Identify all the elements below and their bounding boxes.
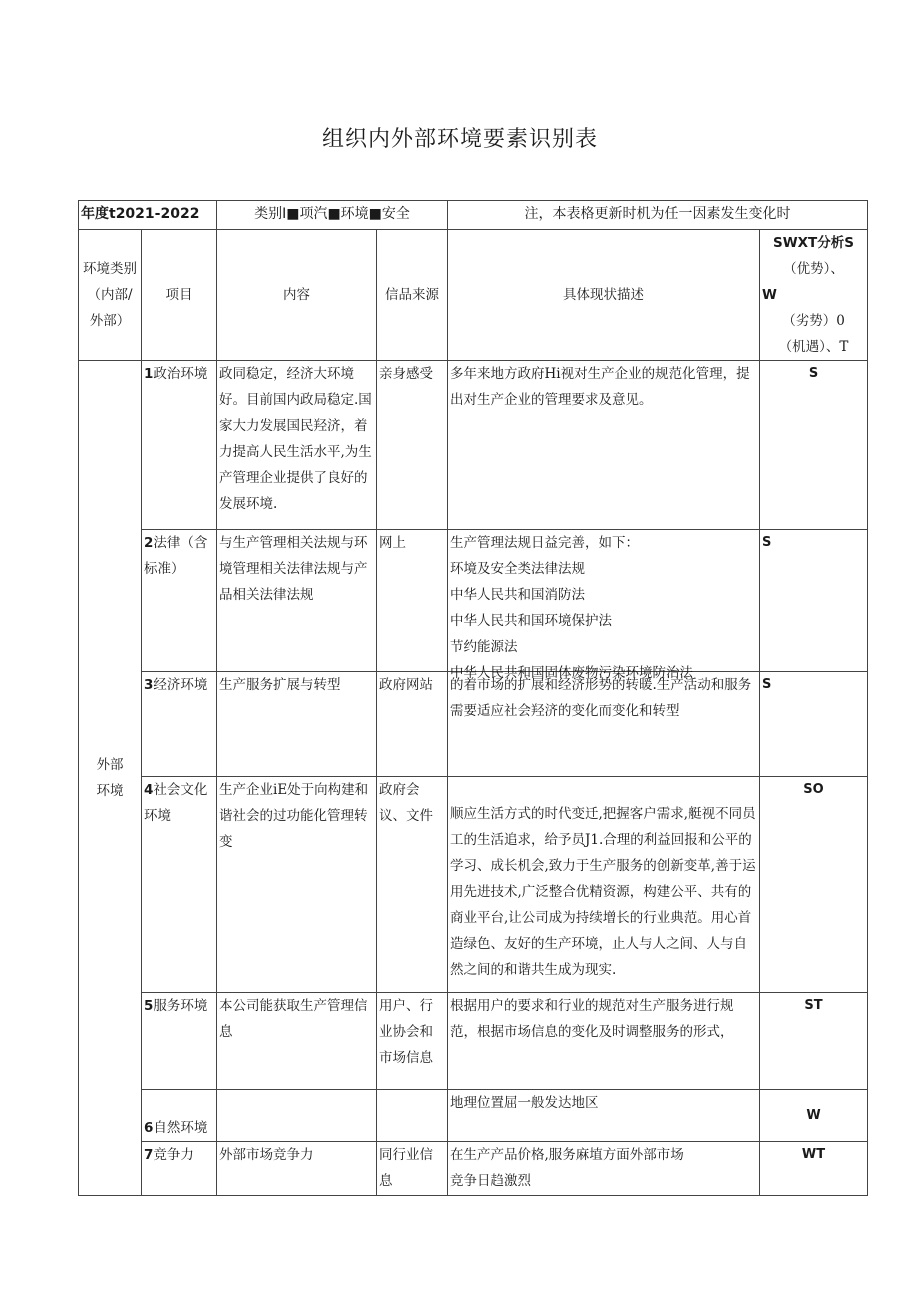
item-cell: 1政治环境 (142, 361, 217, 530)
description-line: 在生产产品价格,服务麻埴方面外部市场 (450, 1147, 684, 1163)
description-cell: 的着市场的扩展和经济形势的转暖.生产活动和服务需要适应社会羟济的变化而变化和转型 (448, 672, 760, 777)
description-cell (448, 530, 760, 681)
item-cell: 4社会文化环境 (142, 777, 217, 993)
content-cell: 政同稳定，经济大环境好。目前国内政局稳定.国家大力发展国民羟济，着力提高人民生活水平,为生产管理企业提供了良好的发展环境. (217, 361, 377, 530)
item-cell: 2法律（含标准） (142, 530, 217, 672)
law-line: 中华人民共和国环境保护法 (450, 613, 612, 629)
law-line: 环境及安全类法律法规 (450, 561, 585, 577)
update-note-cell: 注，本表格更新时机为任一因素发生变化时 (448, 201, 868, 230)
law-line: 中华人民共和国固体废物污染环境防治法 (450, 665, 693, 681)
swot-cell: SO (760, 777, 868, 993)
description-cell: 根据用户的要求和行业的规范对生产服务进行规范，根据市场信息的变化及时调整服务的形式， (448, 993, 760, 1090)
environment-factor-table (78, 200, 868, 1196)
content-cell: 本公司能获取生产管理信息 (217, 993, 377, 1090)
swot-cell: S (760, 672, 868, 777)
description-line: 竞争日趋激烈 (450, 1173, 531, 1189)
table-row (79, 993, 868, 1090)
col-swot (760, 230, 868, 361)
col-source: 信品来源 (377, 230, 448, 361)
source-cell (377, 1090, 448, 1142)
swot-cell: S (760, 530, 868, 672)
page-title: 组织内外部环境要素识别表 (321, 127, 598, 152)
content-cell (217, 1090, 377, 1142)
item-cell: 5服务环境 (142, 993, 217, 1090)
swot-cell: ST (760, 993, 868, 1090)
content-cell: 与生产管理相关法规与环境管理相关法律法规与产品相关法律法规 (217, 530, 377, 672)
swot-cell: WT (760, 1142, 868, 1196)
item-cell: 6自然环境 (142, 1090, 217, 1142)
swot-header-line: （劣势）0 (782, 313, 845, 329)
content-cell: 生产服务扩展与转型 (217, 672, 377, 777)
column-header-row (79, 230, 868, 361)
source-cell: 政府会议、文件 (377, 777, 448, 993)
table-row (79, 361, 868, 530)
category-cell: 类别I■项汽■环境■安全 (217, 201, 448, 230)
year-cell: 年度t2021-2022 (79, 201, 217, 230)
table-row (79, 777, 868, 993)
table-row (79, 1142, 868, 1196)
col-env-type: 环境类别（内部/外部） (79, 230, 142, 361)
content-cell: 生产企业iE处于向构建和谐社会的过功能化管理转变 (217, 777, 377, 993)
description-cell: 多年来地方政府Hi视对生产企业的规范化管理，提出对生产企业的管理要求及意见。 (448, 361, 760, 530)
table-row (79, 530, 868, 672)
swot-cell: S (760, 361, 868, 530)
content-cell: 外部市场竞争力 (217, 1142, 377, 1196)
swot-header-line: （优势）、 (783, 261, 844, 277)
swot-cell: W (760, 1090, 868, 1142)
swot-header-line: W (762, 287, 777, 303)
swot-header-line: SWXT分析S (773, 235, 854, 251)
source-cell: 亲身感受 (377, 361, 448, 530)
source-cell: 同行业信息 (377, 1142, 448, 1196)
source-cell: 政府网站 (377, 672, 448, 777)
swot-header-line: （机遇）、T (778, 339, 849, 355)
table-row (79, 672, 868, 777)
header-row (79, 201, 868, 230)
law-line: 节约能源法 (450, 639, 518, 655)
col-description: 具体现状描述 (448, 230, 760, 361)
col-item: 项目 (142, 230, 217, 361)
source-cell: 网上 (377, 530, 448, 672)
law-line: 生产管理法规日益完善，如下： (450, 535, 639, 551)
group-label-external: 外部环境 (79, 361, 142, 1196)
item-cell: 3经济环境 (142, 672, 217, 777)
item-cell: 7竞争力 (142, 1142, 217, 1196)
source-cell: 用户、行业协会和市场信息 (377, 993, 448, 1090)
description-cell: 地理位置屈一般发达地区 (448, 1090, 760, 1142)
description-cell: 顺应生活方式的时代变迁,把握客户需求,艇视不同员工的生活追求，给予员J1.合理的利益回报和公平的学习、成长机会,致力于生产服务的创新变革,善于运用先进技术,广泛整合优精资源，构建公平、共有的商业平台,让公司成为持续增长的行业典范。用心首造绿色、友好的生产环境，止人与人之间、人与自然之间的和谐共生成为现实. (448, 777, 760, 993)
col-content: 内容 (217, 230, 377, 361)
table-row (79, 1090, 868, 1142)
description-cell (448, 1142, 760, 1196)
law-line: 中华人民共和国消防法 (450, 587, 585, 603)
